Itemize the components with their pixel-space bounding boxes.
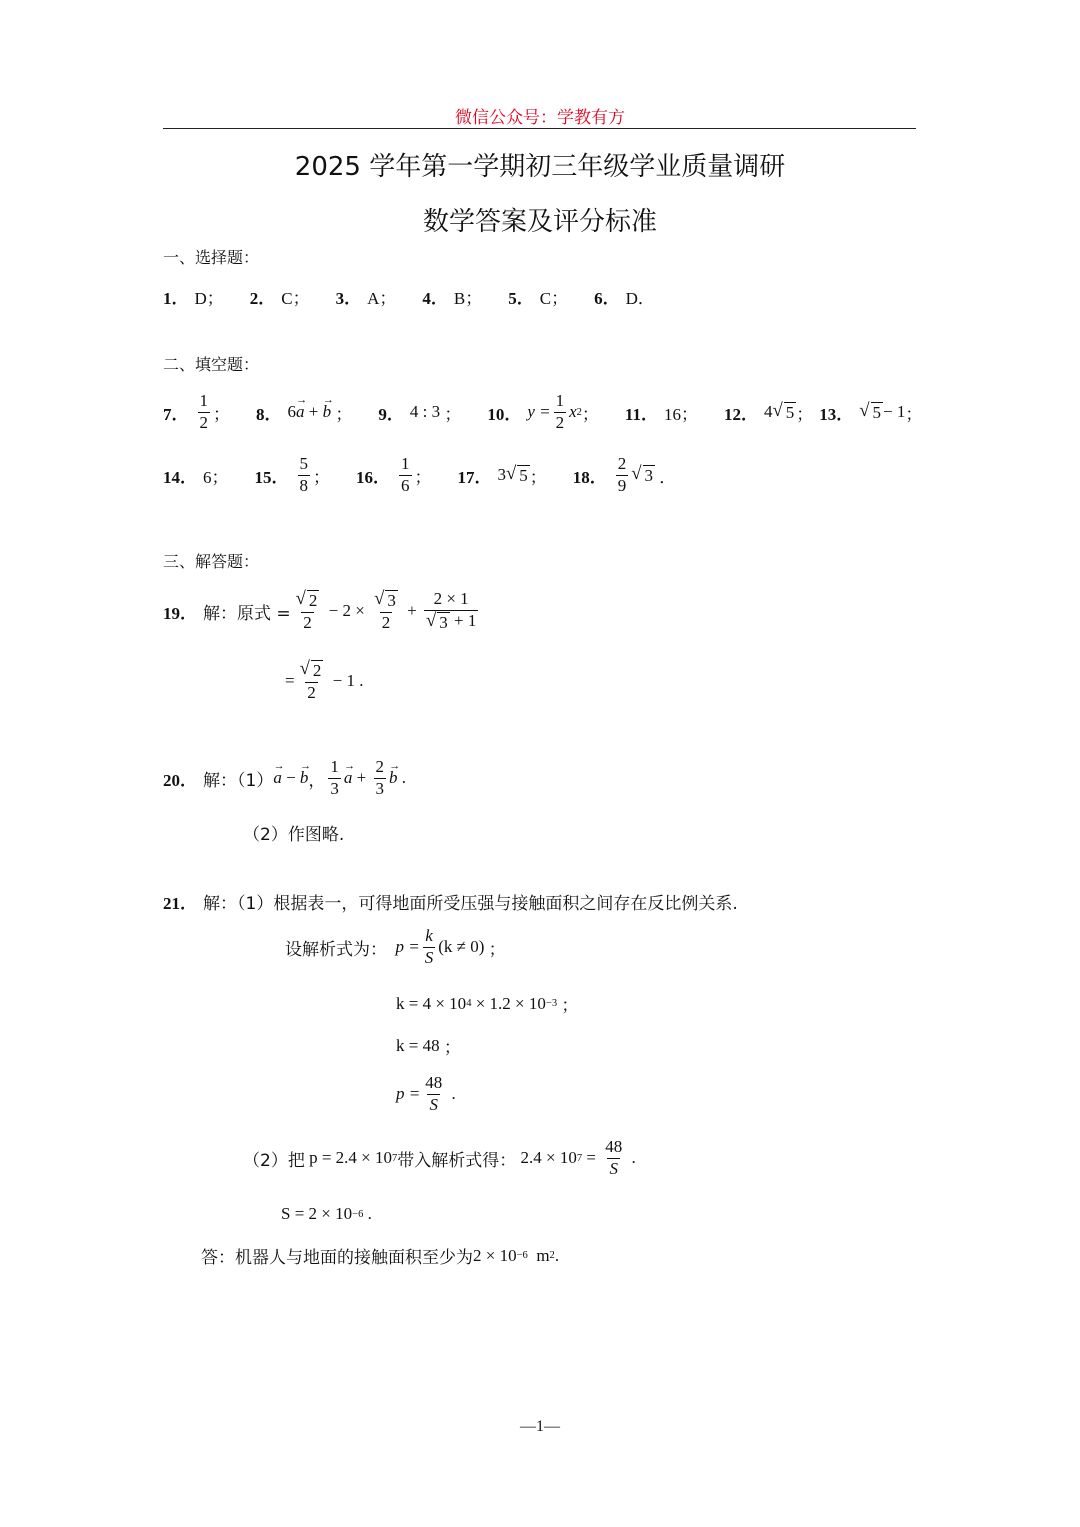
doc-subtitle: 数学答案及评分标准 [422, 207, 657, 237]
q21-k-value: k = 48 ； [396, 1035, 461, 1057]
watermark-header: 微信公众号：学教有方 [455, 108, 625, 128]
fill-11: 11． 16； [624, 404, 698, 424]
choice-5: 5． C； [508, 289, 569, 308]
fill-row-2 [163, 455, 702, 495]
fill-8: 8． 6 → a + → b ； [256, 400, 352, 425]
fill-row-1 [163, 392, 922, 432]
q19-line2: = √ 2 2 − 1 . [285, 658, 364, 702]
q21-k-calc: k = 4 × 10 4 × 1.2 × 10 −3 ； [396, 993, 579, 1015]
choice-1: 1． D； [163, 289, 224, 308]
choice-answers [163, 284, 681, 309]
q19-line1: 19． 解：原式 = √ 2 2 − 2 × √ 3 2 + 2 × 1 √ 3 + 1 [163, 588, 477, 632]
fill-13: 13． √ 5 − 1 ； [819, 399, 923, 424]
section1-heading: 一、选择题： [163, 248, 260, 267]
section3-heading: 三、解答题： [163, 552, 260, 571]
choice-2: 2． C； [249, 289, 310, 308]
fill-9: 9． 4 : 3 ； [378, 402, 462, 424]
fill-15: 15． $\frac{5}{8}$ ； [254, 454, 330, 495]
q21-formula: p = $\frac{48}{S}$ . [396, 1073, 456, 1114]
fill-10: 10． y = $\frac{1}{2}$ x 2 ； [487, 391, 599, 432]
section2-heading: 二、填空题： [163, 355, 260, 374]
fill-12: 12． 4 √ 5 ； [723, 399, 814, 424]
fill-7: 7． $\frac{1}{2}$ ； [163, 391, 230, 432]
fill-18: 18． $\frac{2}{9}$ √ 3 ． [572, 454, 677, 495]
q20-part1: 20． 解：（1） → a − → b ， $\frac{1}{3}$ → a + $\frac{2}{3}$ → b . [163, 758, 406, 798]
q21-answer: 答：机器人与地面的接触面积至少为 2 × 10 −6 m 2 . [201, 1245, 560, 1268]
fill-17: 17． 3 √ 5 ； [457, 462, 547, 487]
choice-4: 4． B； [422, 289, 483, 308]
choice-6: 6． D． [594, 289, 655, 308]
fill-16: 16． $\frac{1}{6}$ ； [356, 454, 432, 495]
q21-line1: 21． 解：（1）根据表一，可得地面所受压强与接触面积之间存在反比例关系. [163, 894, 738, 914]
choice-3: 3． A； [335, 289, 397, 308]
page-number: —1— [520, 1418, 560, 1435]
doc-title: 2025 学年第一学期初三年级学业质量调研 [294, 152, 786, 182]
q20-part2: （2）作图略. [243, 825, 345, 845]
q21-setup: 设解析式为： p = $\frac{k}{S}$ (k ≠ 0) ； [285, 926, 506, 967]
q21-s-value: S = 2 × 10 −6 . [281, 1204, 372, 1223]
fill-14: 14． 6； [163, 467, 229, 487]
header-rule [163, 128, 916, 129]
q21-part2: （2）把 p = 2.4 × 10 7 带入解析式得： 2.4 × 10 7 = $\frac{48}{S}$ . [243, 1137, 636, 1178]
